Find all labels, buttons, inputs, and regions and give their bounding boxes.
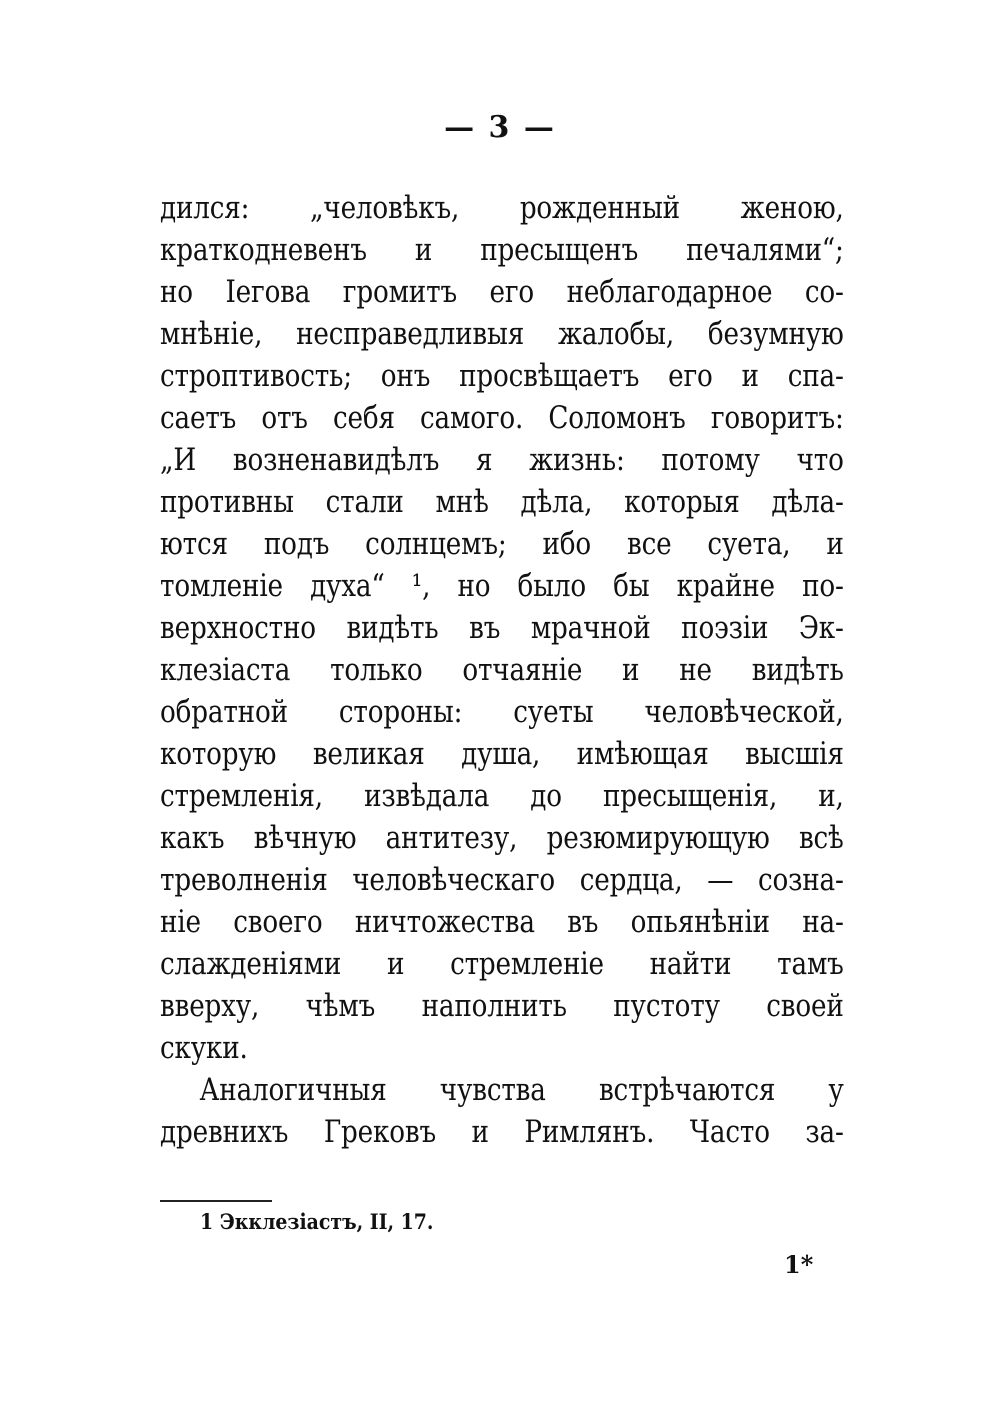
text-line: противны стали мнѣ дѣла, которыя дѣла- bbox=[160, 485, 844, 520]
footnote-divider bbox=[160, 1200, 272, 1202]
text-line: краткодневенъ и пресыщенъ печалями“; bbox=[160, 233, 844, 268]
footnote bbox=[200, 1208, 434, 1236]
text-line: которую великая душа, имѣющая высшія bbox=[160, 737, 844, 772]
text-line: ются подъ солнцемъ; ибо все суета, и bbox=[160, 527, 844, 562]
text-line: ніе своего ничтожества въ опьянѣніи на- bbox=[160, 905, 844, 940]
text-line: обратной стороны: суеты человѣческой, bbox=[160, 695, 844, 730]
text-line: мнѣніе, несправедливыя жалобы, безумную bbox=[160, 317, 844, 352]
text-line: стремленія, извѣдала до пресыщенія, и, bbox=[160, 779, 844, 814]
text-line: дился: „человѣкъ, рожденный женою, bbox=[160, 191, 844, 226]
text-line-with-footnote-ref: томленіе духа“ ¹, но было бы крайне по- bbox=[160, 569, 844, 604]
body-text bbox=[160, 188, 844, 1154]
paragraph-end-line: скуки. bbox=[160, 1031, 248, 1066]
text-line: строптивость; онъ просвѣщаетъ его и спа- bbox=[160, 359, 844, 394]
text-line: какъ вѣчную антитезу, резюмирующую всѣ bbox=[160, 821, 844, 856]
text-line: клезіаста только отчаяніе и не видѣть bbox=[160, 653, 844, 688]
footnote-text: Экклезіастъ, II, 17. bbox=[219, 1209, 434, 1234]
footnote-marker: 1 bbox=[200, 1209, 214, 1234]
text-line: саетъ отъ себя самого. Соломонъ говоритъ: bbox=[160, 401, 844, 436]
text-line: „И возненавидѣлъ я жизнь: потому что bbox=[160, 443, 844, 478]
page-number: — 3 — bbox=[444, 110, 556, 145]
signature-mark: 1* bbox=[784, 1250, 814, 1279]
text-line: но Іегова громитъ его неблагодарное со- bbox=[160, 275, 844, 310]
text-line: треволненія человѣческаго сердца, — созна- bbox=[160, 863, 844, 898]
paragraph-start-line: Аналогичныя чувства встрѣчаются у bbox=[199, 1073, 844, 1108]
text-line: верхностно видѣть въ мрачной поэзіи Эк- bbox=[160, 611, 844, 646]
text-line: древнихъ Грековъ и Римлянъ. Часто за- bbox=[160, 1115, 844, 1150]
text-line: вверху, чѣмъ наполнить пустоту своей bbox=[160, 989, 844, 1024]
text-line: слажденіями и стремленіе найти тамъ bbox=[160, 947, 844, 982]
